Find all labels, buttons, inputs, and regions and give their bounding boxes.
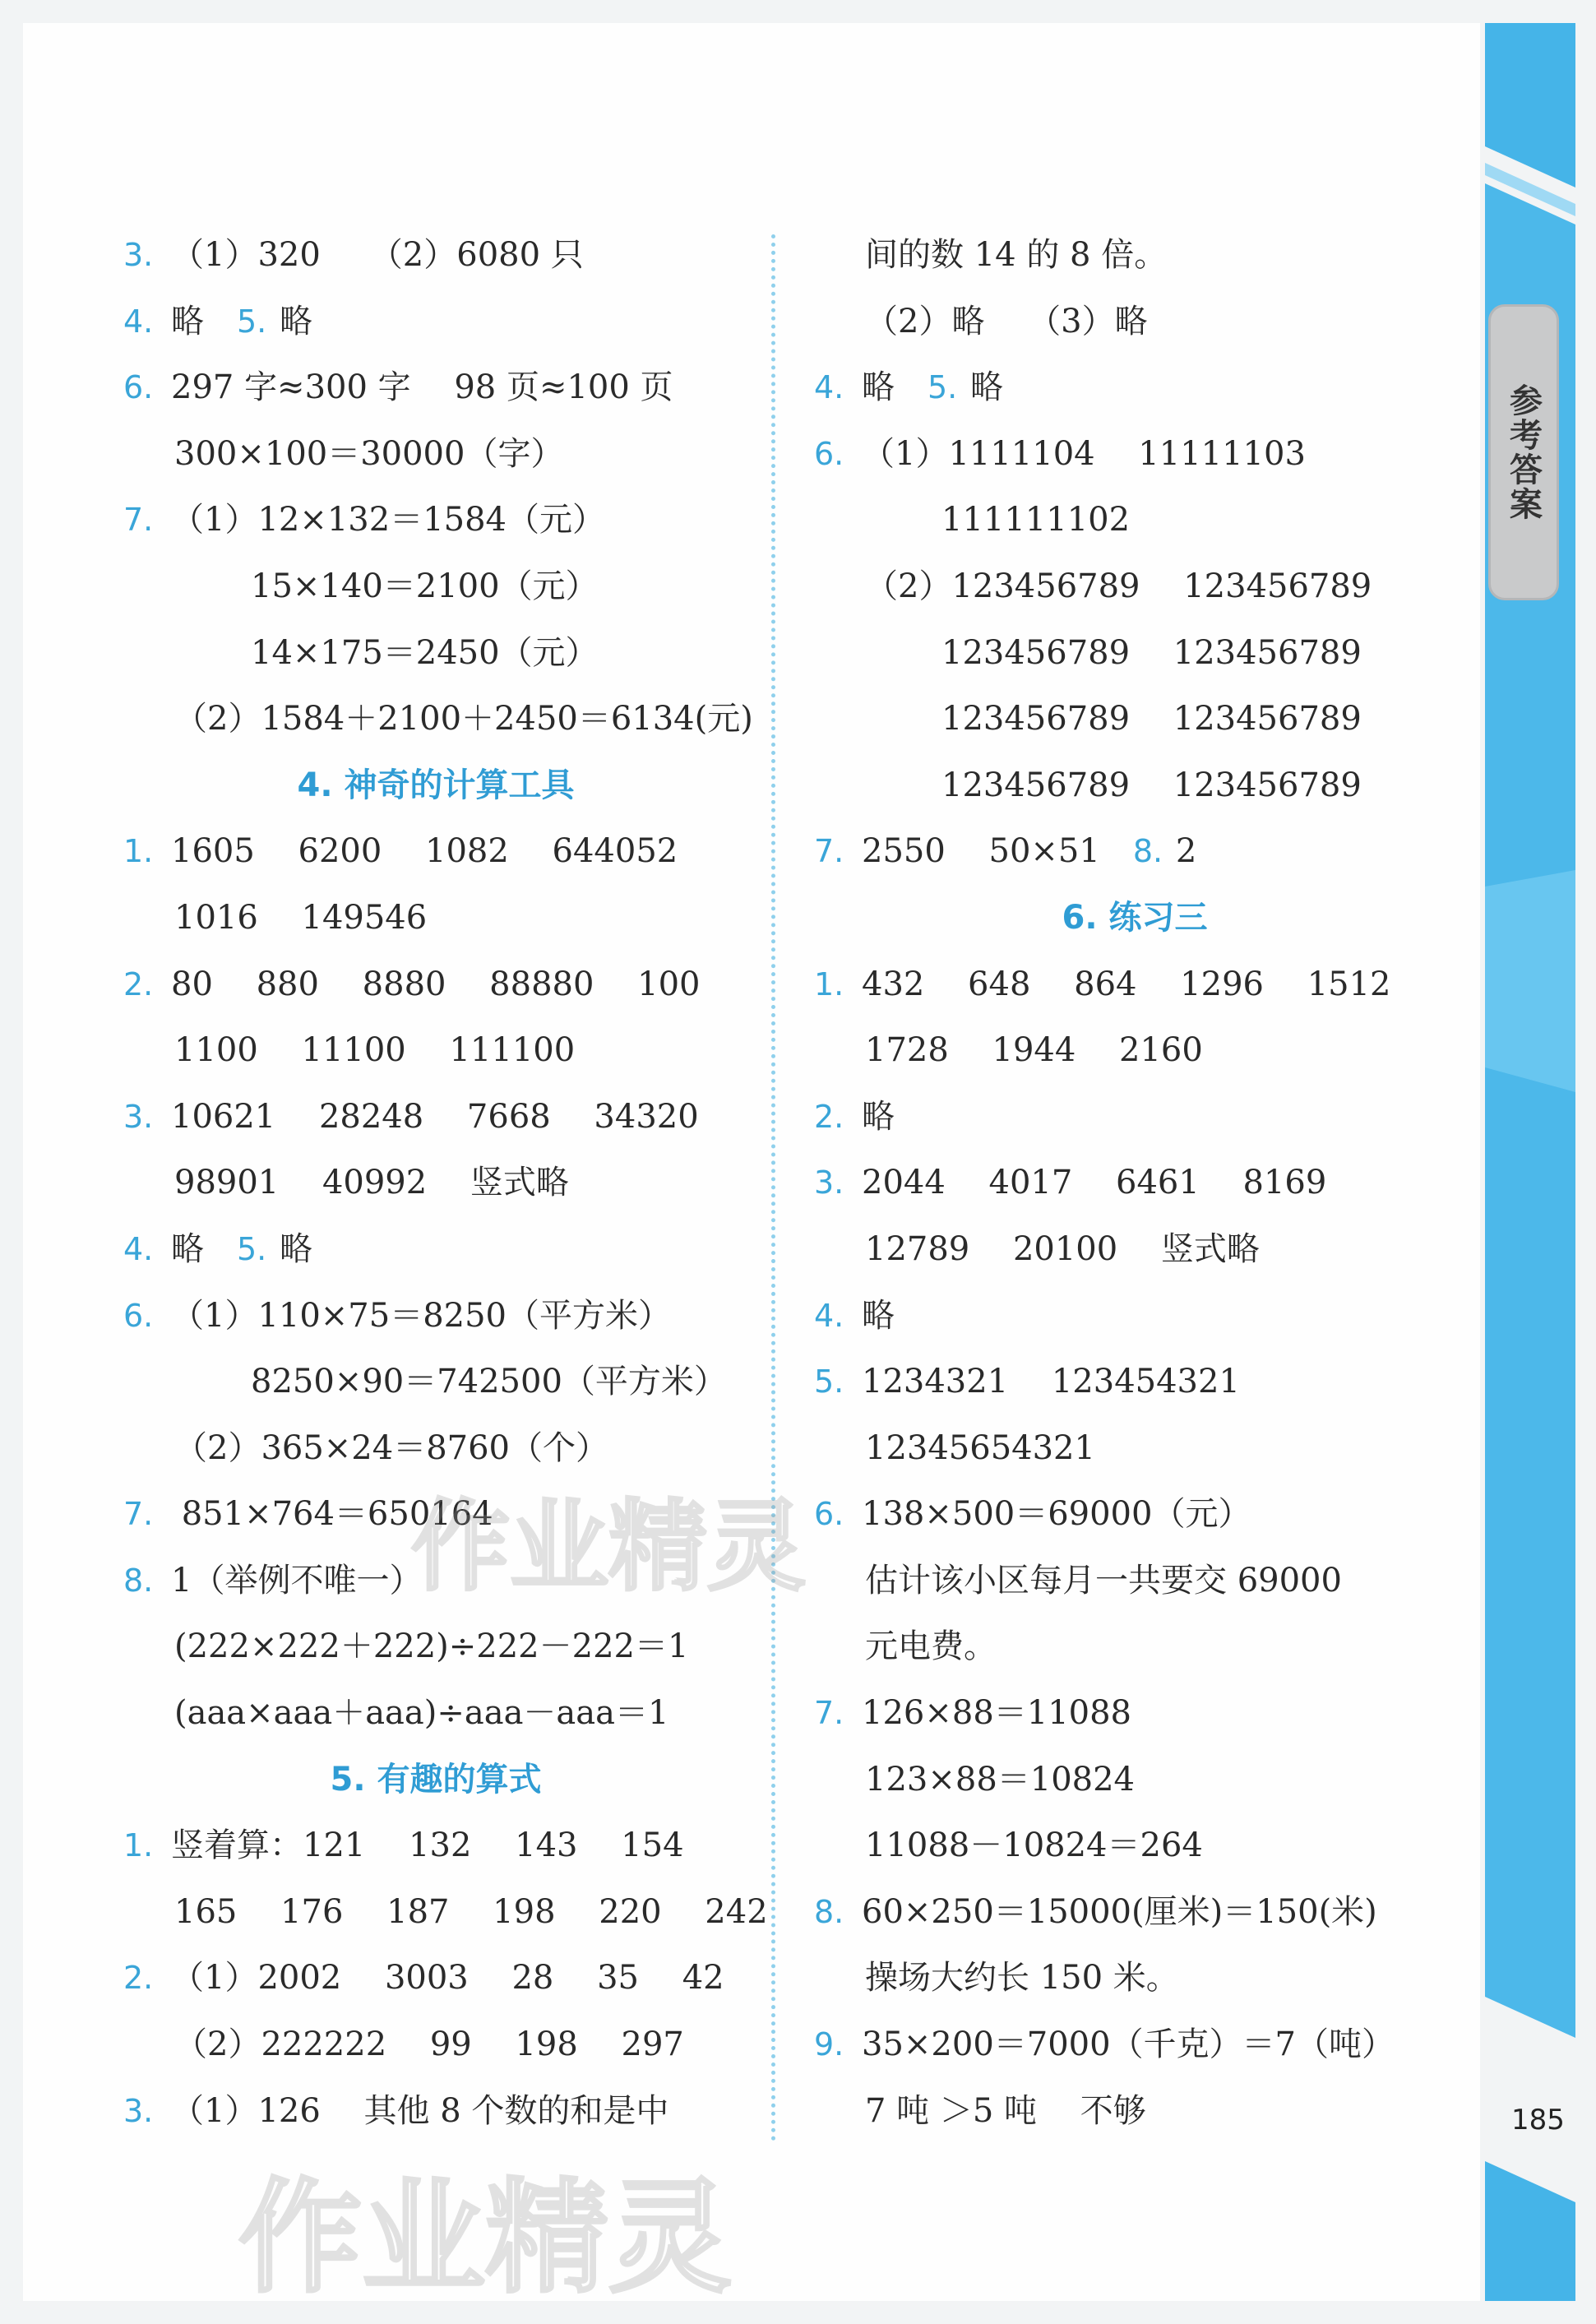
answer-item <box>814 354 1455 421</box>
item-number: 3. <box>814 1164 844 1201</box>
answer-item <box>814 1084 1455 1150</box>
answer-item <box>814 1349 1455 1415</box>
band-lower-light <box>1485 870 1575 1092</box>
item-number: 5. <box>814 1363 844 1400</box>
answer-item <box>814 421 1455 488</box>
item-number: 4. <box>814 369 844 406</box>
answer-item <box>123 1812 748 1879</box>
answer-item <box>814 1150 1455 1216</box>
answer-continuation: （2）365×24＝8760（个） <box>174 1428 609 1467</box>
item-number: 7. <box>123 502 154 539</box>
item-number: 3. <box>123 1098 154 1135</box>
answer-item <box>123 1481 748 1548</box>
answer-item <box>123 2078 748 2145</box>
answer-item <box>123 1084 748 1150</box>
answer-item <box>123 1945 748 2012</box>
answer-item <box>814 951 1455 1018</box>
answer-text: 1234321 123454321 <box>862 1363 1240 1401</box>
item-number: 8. <box>1132 833 1163 870</box>
answer-continuation: 11088－10824＝264 <box>865 1826 1203 1865</box>
answer-text: 略 <box>862 368 928 407</box>
answer-text: 略 <box>171 302 237 340</box>
page-number: 185 <box>1511 2104 1565 2137</box>
answer-key-tab <box>1488 304 1559 600</box>
answer-item <box>123 1216 748 1283</box>
answer-continuation: 12789 20100 竖式略 <box>865 1229 1260 1268</box>
left-column <box>123 222 768 2144</box>
answer-continuation: 8250×90＝742500（平方米） <box>251 1363 727 1401</box>
answer-continuation: 间的数 14 的 8 倍。 <box>865 236 1168 274</box>
answer-text: 竖着算：121 132 143 154 <box>171 1826 684 1865</box>
answer-text: 2550 50×51 <box>862 832 1133 871</box>
answer-text: 略 <box>862 1296 895 1335</box>
answer-text: 126×88＝11088 <box>862 1694 1132 1733</box>
answer-continuation: （2）1584＋2100＋2450＝6134(元) <box>174 700 753 738</box>
right-column <box>814 222 1455 2144</box>
item-number: 5. <box>928 369 958 406</box>
answer-text: 432 648 864 1296 1512 <box>862 965 1391 1003</box>
answer-text: 851×764＝650164 <box>171 1495 493 1534</box>
answer-continuation: 估计该小区每月一共要交 69000 <box>865 1561 1342 1599</box>
answer-continuation: 123456789 123456789 <box>941 700 1362 738</box>
answer-text: 略 <box>862 1097 895 1136</box>
item-number: 4. <box>123 303 154 340</box>
item-number: 1. <box>123 1827 154 1864</box>
answer-text: 297 字≈300 字 98 页≈100 页 <box>171 368 673 407</box>
answer-continuation: 1016 149546 <box>174 898 428 937</box>
answer-text: 2 <box>1175 832 1197 871</box>
answer-item <box>814 1879 1455 1946</box>
answer-text: 略 <box>280 1229 312 1268</box>
item-number: 4. <box>123 1230 154 1267</box>
answer-text: （1）110×75＝8250（平方米） <box>171 1296 672 1335</box>
answer-item <box>123 1283 748 1349</box>
answer-text: （1）1111104 11111103 <box>862 434 1306 473</box>
answer-continuation: 98901 40992 竖式略 <box>174 1164 569 1202</box>
answer-text: 35×200＝7000（千克）＝7（吨） <box>862 2025 1395 2064</box>
item-number: 2. <box>123 965 154 1002</box>
answer-item <box>123 1548 748 1614</box>
answer-text: 1（举例不唯一） <box>171 1561 423 1599</box>
answer-item <box>814 818 1455 885</box>
section-heading: 6. 练习三 <box>1062 898 1208 937</box>
answer-continuation: (aaa×aaa＋aaa)÷aaa－aaa＝1 <box>174 1694 669 1733</box>
answer-key-tab-label: 参考答案 <box>1504 383 1543 521</box>
answer-text: 略 <box>171 1229 237 1268</box>
item-number: 7. <box>814 1695 844 1732</box>
answer-item <box>123 289 748 355</box>
answer-text: 138×500＝69000（元） <box>862 1495 1251 1534</box>
item-number: 5. <box>237 303 267 340</box>
answer-continuation: 1100 11100 111100 <box>174 1031 576 1070</box>
answer-text: （1）2002 3003 28 35 42 <box>171 1959 724 1998</box>
answer-continuation: 111111102 <box>941 501 1131 539</box>
band-top <box>1485 23 1575 187</box>
answer-continuation: 15×140＝2100（元） <box>251 567 599 605</box>
item-number: 2. <box>123 1960 154 1997</box>
answer-item <box>123 818 748 885</box>
item-number: 4. <box>814 1297 844 1334</box>
answer-continuation: 7 吨 ＞5 吨 不够 <box>865 2091 1146 2130</box>
answer-text: 10621 28248 7668 34320 <box>171 1097 699 1136</box>
answer-continuation: 165 176 187 198 220 242 <box>174 1892 768 1931</box>
answer-item <box>814 1283 1455 1349</box>
item-number: 9. <box>814 2026 844 2063</box>
answer-continuation: 元电费。 <box>865 1627 997 1666</box>
answer-text: 略 <box>280 302 312 340</box>
answer-continuation: 123456789 123456789 <box>941 633 1362 672</box>
answer-item <box>814 1680 1455 1747</box>
answer-text: （1）126 其他 8 个数的和是中 <box>171 2091 669 2130</box>
item-number: 5. <box>237 1230 267 1267</box>
answer-item <box>123 222 748 289</box>
item-number: 7. <box>814 833 844 870</box>
answer-text: 60×250＝15000(厘米)＝150(米) <box>862 1892 1377 1931</box>
answer-text: 80 880 8880 88880 100 <box>171 965 701 1003</box>
item-number: 6. <box>814 1496 844 1533</box>
item-number: 2. <box>814 1098 844 1135</box>
answer-item <box>123 951 748 1018</box>
answer-item <box>123 487 748 553</box>
answer-continuation: 123456789 123456789 <box>941 766 1362 804</box>
answer-continuation: （2）略 （3）略 <box>865 302 1148 340</box>
answer-continuation: （2）123456789 123456789 <box>865 567 1372 605</box>
answer-continuation: 123×88＝10824 <box>865 1760 1136 1799</box>
answer-continuation: (222×222＋222)÷222－222＝1 <box>174 1627 689 1666</box>
item-number: 3. <box>123 237 154 273</box>
item-number: 6. <box>123 369 154 406</box>
answer-text: 1605 6200 1082 644052 <box>171 832 678 871</box>
item-number: 8. <box>814 1893 844 1930</box>
item-number: 7. <box>123 1496 154 1533</box>
answer-text: 略 <box>970 368 1003 407</box>
column-divider <box>771 234 775 2142</box>
answer-item <box>814 1481 1455 1548</box>
answer-continuation: 12345654321 <box>865 1428 1095 1467</box>
answer-continuation: （2）222222 99 198 297 <box>174 2025 684 2064</box>
answer-continuation: 操场大约长 150 米。 <box>865 1959 1179 1998</box>
item-number: 6. <box>814 435 844 472</box>
answer-continuation: 14×175＝2450（元） <box>251 633 599 672</box>
item-number: 8. <box>123 1562 154 1599</box>
answer-text: （1）320 （2）6080 只 <box>171 236 584 274</box>
section-heading: 4. 神奇的计算工具 <box>297 766 575 804</box>
item-number: 3. <box>123 2092 154 2129</box>
item-number: 1. <box>123 833 154 870</box>
answer-continuation: 1728 1944 2160 <box>865 1031 1203 1070</box>
answer-continuation: 300×100＝30000（字） <box>174 434 564 473</box>
answer-item <box>814 2012 1455 2078</box>
section-heading: 5. 有趣的算式 <box>330 1760 542 1799</box>
band-bottom <box>1485 2161 1575 2301</box>
item-number: 1. <box>814 965 844 1002</box>
answer-text: （1）12×132＝1584（元） <box>171 501 606 539</box>
answer-item <box>123 354 748 421</box>
answer-text: 2044 4017 6461 8169 <box>862 1164 1327 1202</box>
item-number: 6. <box>123 1297 154 1334</box>
